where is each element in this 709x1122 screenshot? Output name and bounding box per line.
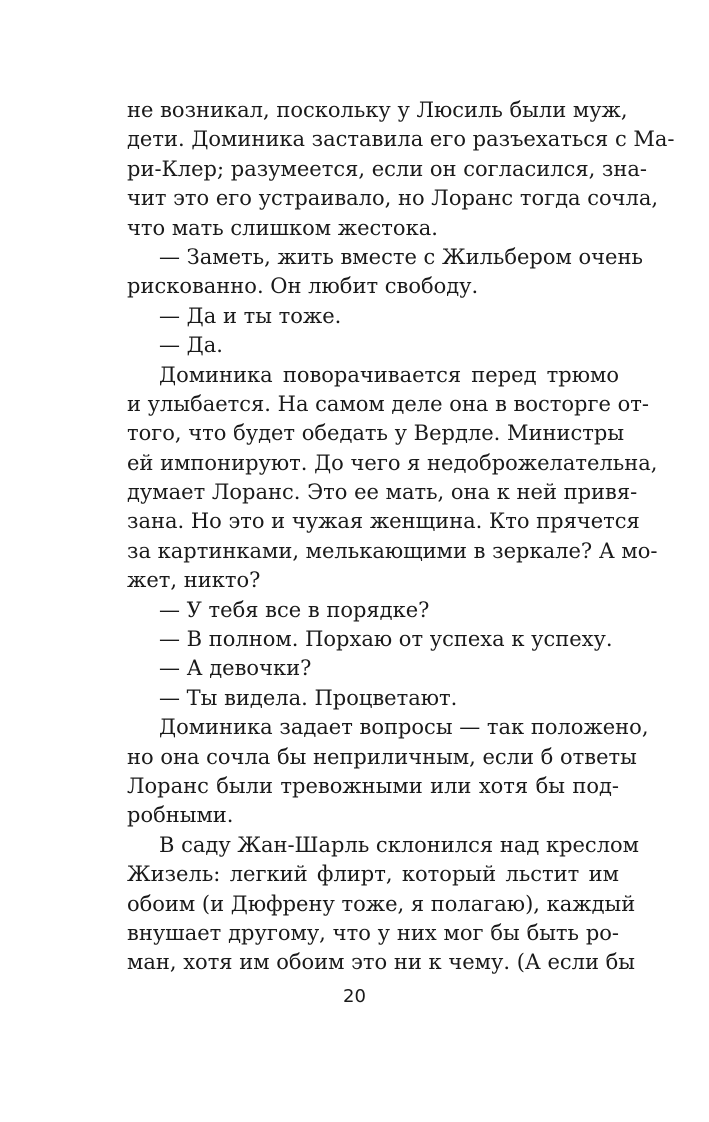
dialogue-line: — Да и ты тоже. <box>159 303 342 328</box>
dialogue-line: — Заметь, жить вместе с Жильбером очень <box>159 244 643 269</box>
text-line: робными. <box>127 803 234 828</box>
text-line: ри-Клер; разумеется, если он согласился, зна- <box>127 156 647 181</box>
text-line: дети. Доминика заставила его разъехаться с Ма- <box>127 127 675 152</box>
text-line: обоим (и Дюфрену тоже, я полагаю), каждый <box>127 891 636 916</box>
paragraph-start-line: Доминика задает вопросы — так положено, <box>159 715 649 740</box>
text-line: Лоранс были тревожными или хотя бы под- <box>127 773 619 798</box>
text-line: ей импонируют. До чего я недоброжелательна, <box>127 450 658 475</box>
text-line: зана. Но это и чужая женщина. Кто прячется <box>127 509 640 534</box>
text-line: за картинками, мелькающими в зеркале? А мо- <box>127 538 658 563</box>
paragraph-start-line: В саду Жан-Шарль склонился над креслом <box>159 832 640 857</box>
text-line: ман, хотя им обоим это ни к чему. (А если бы <box>127 950 636 975</box>
text-line: но она сочла бы неприличным, если б ответы <box>127 744 637 769</box>
text-line: чит это его устраивало, но Лоранс тогда сочла, <box>127 186 659 211</box>
text-line: что мать слишком жестока. <box>127 215 438 240</box>
dialogue-line: — Да. <box>159 333 223 358</box>
dialogue-line: — У тебя все в порядке? <box>159 597 430 622</box>
text-line: Жизель: легкий флирт, который льстит им <box>127 862 619 887</box>
text-line: думает Лоранс. Это ее мать, она к ней привя- <box>127 480 638 505</box>
body-text <box>127 96 675 978</box>
text-line: и улыбается. На самом деле она в восторге от- <box>127 391 649 416</box>
text-line: не возникал, поскольку у Люсиль были муж, <box>127 98 628 122</box>
dialogue-line: — А девочки? <box>159 656 312 681</box>
page-number: 20 <box>343 986 366 1007</box>
text-line: жет, никто? <box>127 568 261 593</box>
paragraph-start-line: Доминика поворачивается перед трюмо <box>159 362 619 387</box>
dialogue-line: — Ты видела. Процветают. <box>159 685 458 710</box>
text-line: внушает другому, что у них мог бы быть ро- <box>127 920 619 945</box>
text-line: того, что будет обедать у Вердле. Министры <box>127 421 625 446</box>
text-line: рискованно. Он любит свободу. <box>127 274 479 299</box>
dialogue-line: — В полном. Порхаю от успеха к успеху. <box>159 627 613 652</box>
